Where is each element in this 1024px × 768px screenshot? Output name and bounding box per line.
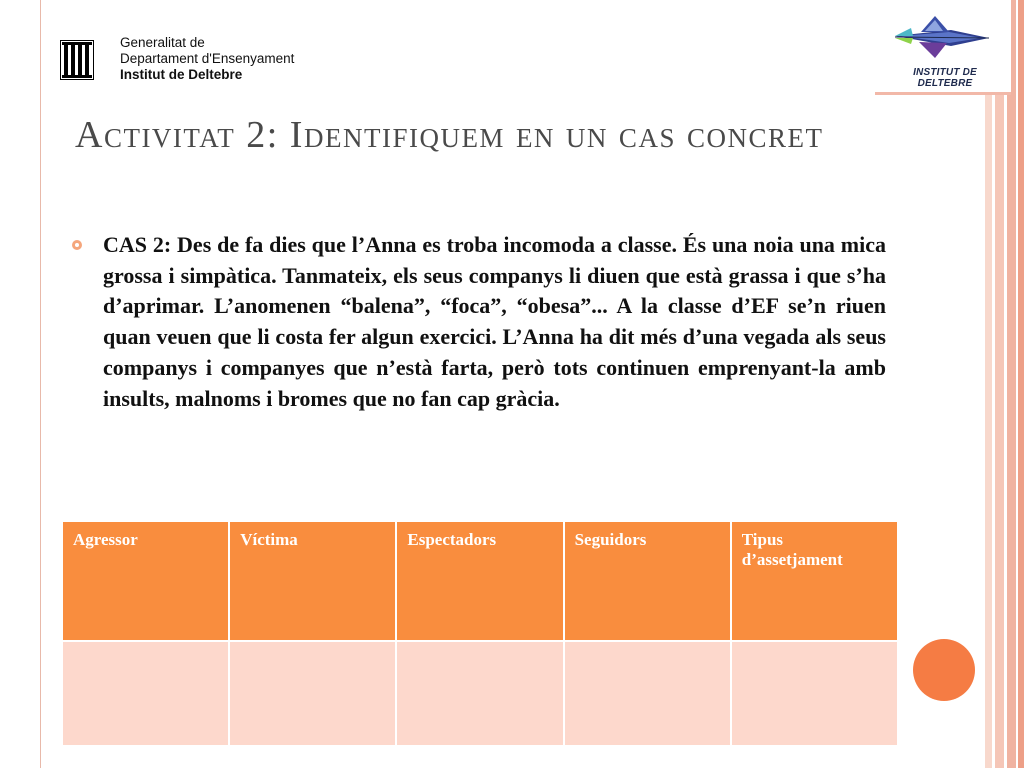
cell-espectadors[interactable] <box>396 641 563 746</box>
decorative-stripes <box>985 0 1024 768</box>
roles-table <box>61 520 899 747</box>
table-row <box>62 641 898 746</box>
org-line-3: Institut de Deltebre <box>120 67 243 82</box>
bullet-icon <box>72 240 82 250</box>
decorative-circle <box>913 639 975 701</box>
cell-victima[interactable] <box>229 641 396 746</box>
slide-title: Activitat 2: Identifiquem en un cas concret <box>75 114 824 156</box>
table-header-row <box>62 521 898 641</box>
generalitat-stripes-icon <box>60 40 94 80</box>
cell-agressor[interactable] <box>62 641 229 746</box>
header-seguidors: Seguidors <box>564 521 731 641</box>
org-line-1: Generalitat de <box>120 35 205 50</box>
header-agressor: Agressor <box>62 521 229 641</box>
case-description: CAS 2: Des de fa dies que l’Anna es troba incomoda a classe. És una noia una mica grossa i simpàtica. Tanmateix, els seus companys li diuen que està grassa i que s’ha d’aprimar. L’anomenen “balena”, “foca”, “obesa”... A la classe d’EF se’n riuen quan veuen que li costa fer algun exercici. L’Anna ha dit més d’una vegada als seus companys i companyes que n’està farta, però tots continuen emprenyant-la amb insults, malnoms i bromes que no fan cap gràcia. <box>103 232 886 411</box>
header-espectadors: Espectadors <box>396 521 563 641</box>
cell-tipus-assetjament[interactable] <box>731 641 898 746</box>
organization-header <box>120 35 294 83</box>
paper-plane-logo-icon <box>891 12 993 62</box>
header-victima: Víctima <box>229 521 396 641</box>
school-logo-text: INSTITUT DE DELTEBRE <box>913 67 977 89</box>
cell-seguidors[interactable] <box>564 641 731 746</box>
header-tipus-assetjament: Tipus d’assetjament <box>731 521 898 641</box>
org-line-2: Departament d'Ensenyament <box>120 51 295 66</box>
school-logo <box>875 0 1011 95</box>
